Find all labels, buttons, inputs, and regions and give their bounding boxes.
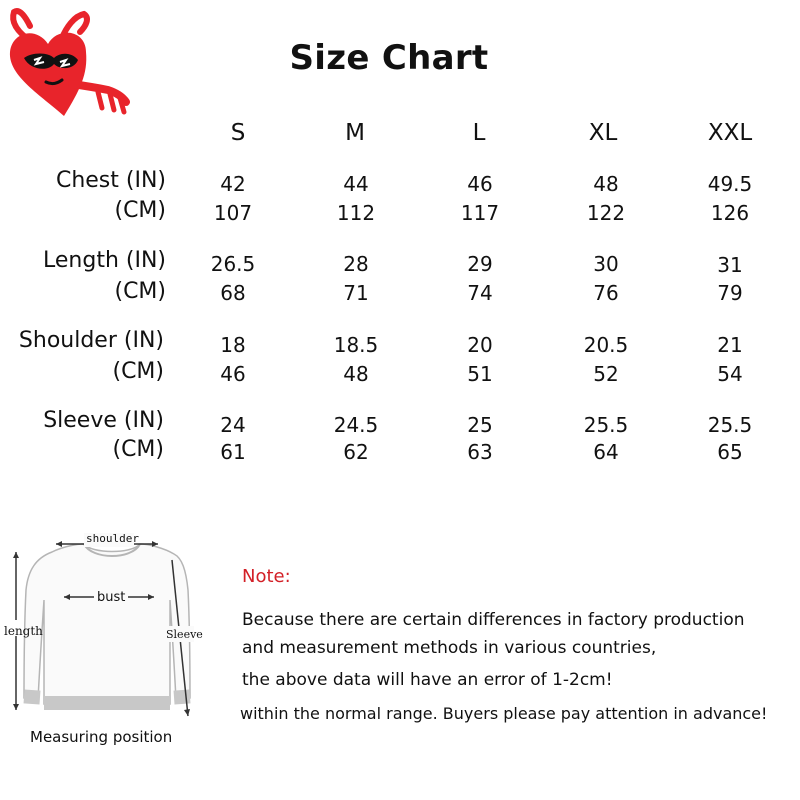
row-label-length-in: Length (IN) bbox=[43, 248, 166, 273]
table-cell: 46 bbox=[220, 362, 246, 386]
table-cell: 68 bbox=[220, 281, 246, 305]
table-cell: 18.5 bbox=[333, 333, 379, 357]
size-header-m: M bbox=[345, 120, 365, 146]
diagram-caption: Measuring position bbox=[30, 728, 173, 746]
table-cell: 25 bbox=[467, 413, 493, 437]
table-cell: 65 bbox=[717, 440, 743, 464]
label-bust: bust bbox=[97, 590, 126, 605]
table-cell: 26.5 bbox=[210, 252, 256, 276]
table-cell: 24.5 bbox=[333, 413, 379, 437]
table-cell: 74 bbox=[467, 281, 493, 305]
table-cell: 122 bbox=[586, 201, 626, 225]
table-cell: 28 bbox=[343, 252, 369, 276]
table-cell: 71 bbox=[343, 281, 369, 305]
row-label-chest-in: Chest (IN) bbox=[55, 168, 166, 193]
table-cell: 49.5 bbox=[707, 172, 753, 196]
table-cell: 76 bbox=[593, 281, 619, 305]
table-cell: 20.5 bbox=[583, 333, 629, 357]
row-label-shoulder-in: Shoulder (IN) bbox=[18, 328, 164, 353]
table-cell: 29 bbox=[467, 252, 493, 276]
note-line: within the normal range. Buyers please pay attention in advance! bbox=[240, 704, 768, 723]
sweatshirt-measuring-diagram bbox=[4, 530, 214, 760]
table-cell: 31 bbox=[717, 253, 743, 277]
table-cell: 46 bbox=[467, 172, 493, 196]
table-cell: 54 bbox=[717, 362, 743, 386]
label-length: length bbox=[4, 624, 43, 638]
note-title: Note: bbox=[242, 566, 291, 587]
table-cell: 48 bbox=[343, 362, 369, 386]
table-cell: 44 bbox=[343, 172, 369, 196]
table-cell: 62 bbox=[343, 440, 369, 464]
table-cell: 48 bbox=[593, 172, 619, 196]
size-header-xl: XL bbox=[588, 120, 618, 146]
table-cell: 25.5 bbox=[583, 413, 629, 437]
note-line: the above data will have an error of 1-2cm! bbox=[242, 670, 613, 690]
label-shoulder: shoulder bbox=[86, 532, 139, 545]
label-sleeve: Sleeve bbox=[166, 628, 203, 641]
table-cell: 25.5 bbox=[707, 413, 753, 437]
table-cell: 52 bbox=[593, 362, 619, 386]
page-title: Size Chart bbox=[289, 38, 489, 78]
table-cell: 126 bbox=[710, 201, 750, 225]
table-cell: 51 bbox=[467, 362, 493, 386]
table-cell: 61 bbox=[220, 440, 246, 464]
table-cell: 24 bbox=[220, 413, 246, 437]
size-header-xxl: XXL bbox=[707, 120, 753, 146]
table-cell: 79 bbox=[717, 281, 743, 305]
table-cell: 107 bbox=[213, 201, 253, 225]
table-cell: 112 bbox=[336, 201, 376, 225]
table-cell: 64 bbox=[593, 440, 619, 464]
row-label-length-cm: (CM) bbox=[114, 279, 166, 304]
size-header-s: S bbox=[230, 120, 246, 146]
table-cell: 42 bbox=[220, 172, 246, 196]
table-cell: 21 bbox=[717, 333, 743, 357]
note-line: Because there are certain differences in factory production bbox=[242, 610, 745, 630]
size-header-l: L bbox=[472, 120, 486, 146]
table-cell: 20 bbox=[467, 333, 493, 357]
note-line: and measurement methods in various countries, bbox=[242, 638, 657, 658]
table-cell: 63 bbox=[467, 440, 493, 464]
table-cell: 18 bbox=[220, 333, 246, 357]
row-label-sleeve-cm: (CM) bbox=[112, 437, 164, 462]
table-cell: 117 bbox=[460, 201, 500, 225]
row-label-shoulder-cm: (CM) bbox=[112, 359, 164, 384]
table-cell: 30 bbox=[593, 252, 619, 276]
row-label-chest-cm: (CM) bbox=[114, 198, 166, 223]
row-label-sleeve-in: Sleeve (IN) bbox=[43, 408, 164, 433]
